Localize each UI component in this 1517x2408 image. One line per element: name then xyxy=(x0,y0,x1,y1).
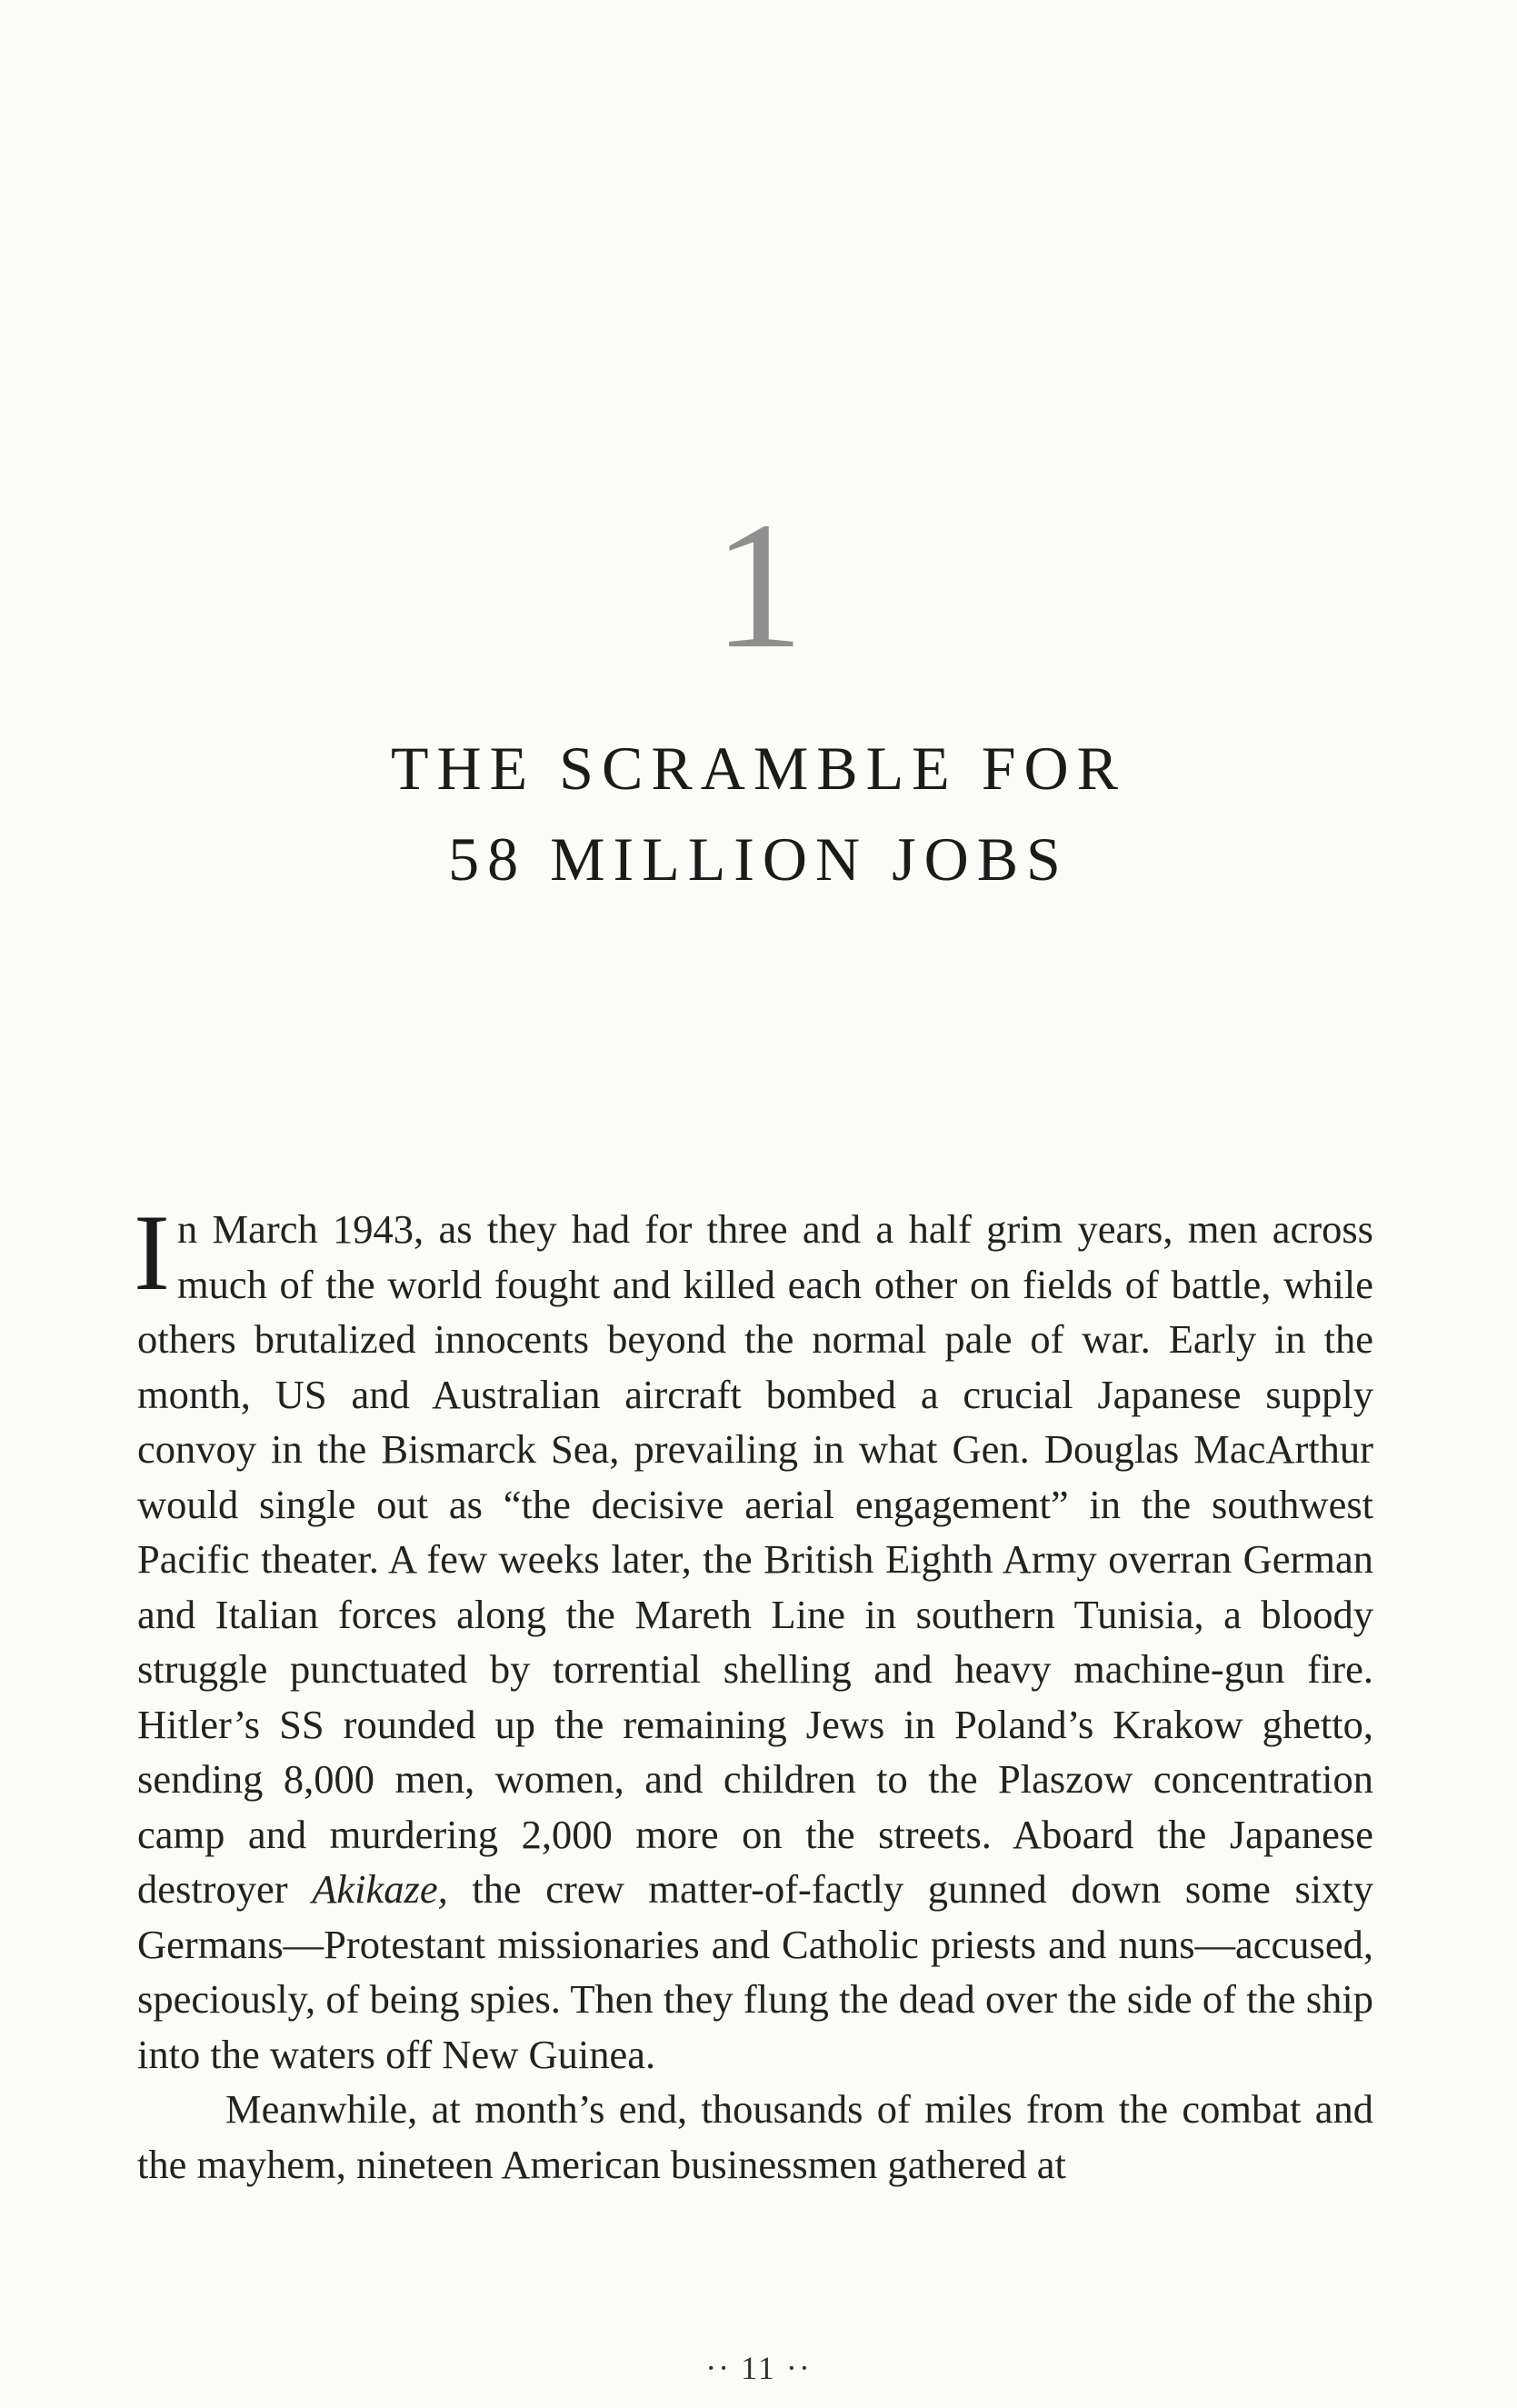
chapter-title-line-1: THE SCRAMBLE FOR xyxy=(391,734,1126,803)
paragraph-2: Meanwhile, at month’s end, thousands of miles from the combat and the mayhem, nineteen American businessmen gathered at xyxy=(137,2086,1373,2187)
ship-name: Akikaze, xyxy=(312,1866,448,1912)
paragraph-1-text-a: n March 1943, as they had for three and a half grim years, men across much of the world fought and killed each other on fields of battle, while others brutalized innocents beyond the normal pale of war. Early in the month, US and Australian aircraft bombed a crucial Japanese supply convoy in the Bismarck Sea, prevailing in what Gen. Douglas MacArthur would single out as “the decisive aerial engagement” in the southwest Pacific theater. A few weeks later, the British Eighth Army overran German and Italian forces along the Mareth Line in southern Tunisia, a bloody struggle punctuated by torrential shelling and heavy machine-gun fire. Hitler’s SS rounded up the remaining Jews in Poland’s Krakow ghetto, sending 8,000 men, women, and children to the Plaszow concentration camp and murdering 2,000 more on the streets. Aboard the Japanese destroyer xyxy=(137,1206,1373,1912)
drop-cap: I xyxy=(134,1192,170,1313)
chapter-number: 1 xyxy=(713,485,804,686)
page-number: ·· 11 ·· xyxy=(705,2350,812,2386)
chapter-title xyxy=(0,723,1517,904)
body-text xyxy=(134,1192,1374,2192)
paragraph-1-text-b: the crew matter-of-factly gunned down some sixty Germans—Protestant missionaries and Catholic priests and nuns—accused, speciously, of being spies. Then they flung the dead over the side of the ship into the waters off New Guinea. xyxy=(137,1866,1374,2077)
chapter-title-line-2: 58 MILLION JOBS xyxy=(448,824,1069,894)
paragraph-1 xyxy=(134,1192,1374,2082)
